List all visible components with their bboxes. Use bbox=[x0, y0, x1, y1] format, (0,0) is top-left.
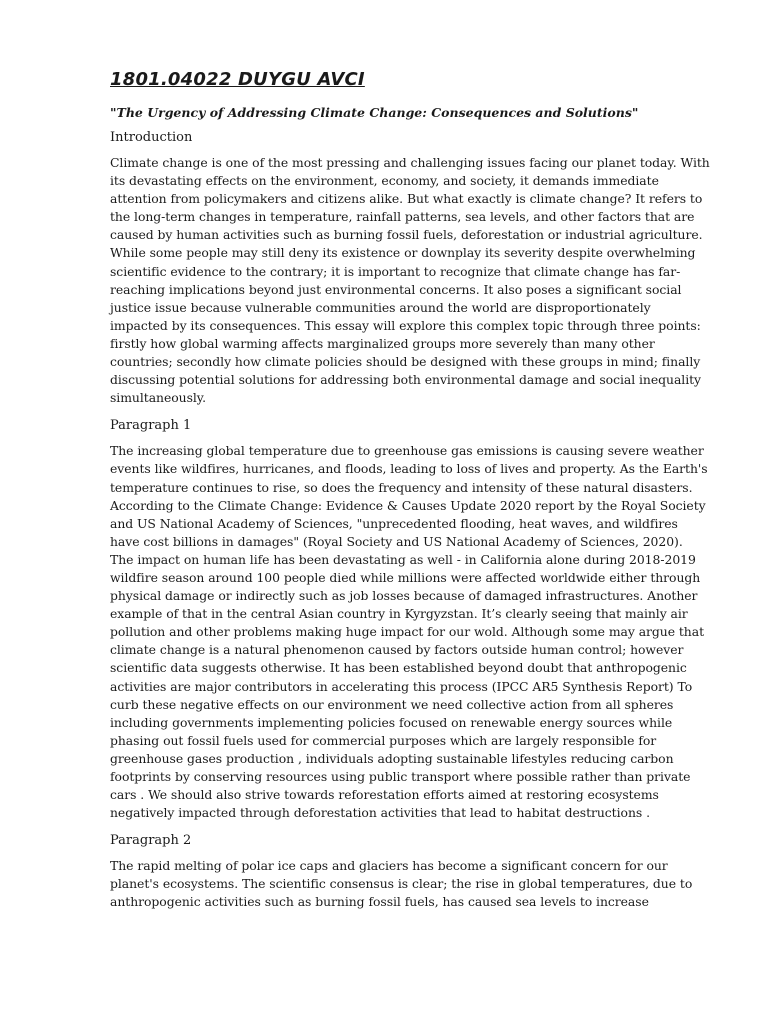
section-heading-introduction: Introduction bbox=[110, 130, 193, 145]
section-heading-paragraph-2: Paragraph 2 bbox=[110, 833, 192, 849]
essay-title: "The Urgency of Addressing Climate Change: Consequences and Solutions" bbox=[110, 105, 639, 120]
section-text-paragraph-2: The rapid melting of polar ice caps and glaciers has become a significant concern for our planet's ecosystems. The scientific consensus is clear; the rise in global temperatures, due to anthropogenic activities such as burning fossil fuels, has caused sea levels to increase bbox=[110, 858, 693, 910]
section-text-introduction: Climate change is one of the most pressing and challenging issues facing our planet today. With its devastating effects on the environment, economy, and society, it demands immediate attention from policymakers and citizens alike. But what exactly is climate change? It refers to the long-term changes in temperature, rainfall patterns, sea levels, and other factors that are caused by human activities such as burning fossil fuels, deforestation or industrial agriculture. While some people may still deny its existence or downplay its severity despite overwhelming scientific evidence to the contrary; it is important to recognize that climate change has far-reaching implications beyond just environmental concerns. It also poses a significant social justice issue because vulnerable communities around the world are disproportionately impacted by its consequences. This essay will explore this complex topic through three points: firstly how global warming affects marginalized groups more severely than many other countries; secondly how climate policies should be designed with these groups in mind; finally discussing potential solutions for addressing both environmental damage and social inequality simultaneously. bbox=[110, 155, 710, 406]
section-heading-paragraph-1: Paragraph 1 bbox=[110, 418, 192, 434]
section-text-paragraph-1: The increasing global temperature due to greenhouse gas emissions is causing severe weather events like wildfires, hurricanes, and floods, leading to loss of lives and property. As the Earth's temperature continues to rise, so does the frequency and intensity of these natural disasters. According to the Climate Change: Evidence & Causes Update 2020 report by the Royal Society and US National Academy of Sciences, "unprecedented flooding, heat waves, and wildfires have cost billions in damages" (Royal Society and US National Academy of Sciences, 2020). The impact on human life has been devastating as well - in California alone during 2018-2019 wildfire season around 100 people died while millions were affected worldwide either through physical damage or indirectly such as job losses because of damaged infrastructures. Another example of that in the central Asian country in Kyrgyzstan. It’s clearly seeing that mainly air pollution and other problems making huge impact for our wold. Although some may argue that climate change is a natural phenomenon caused by factors outside human control; however scientific data suggests otherwise. It has been established beyond doubt that anthropogenic activities are major contributors in accelerating this process (IPCC AR5 Synthesis Report) To curb these negative effects on our environment we need collective action from all spheres including governments implementing policies focused on renewable energy sources while phasing out fossil fuels used for commercial purposes which are largely responsible for greenhouse gases production , individuals adopting sustainable lifestyles reducing carbon footprints by conserving resources using public transport where possible rather than private cars . We should also strive towards reforestation efforts aimed at restoring ecosystems negatively impacted through deforestation activities that lead to habitat destructions . bbox=[110, 443, 708, 821]
document-header: 1801.04022 DUYGU AVCI bbox=[110, 69, 365, 90]
document-page bbox=[110, 68, 710, 922]
